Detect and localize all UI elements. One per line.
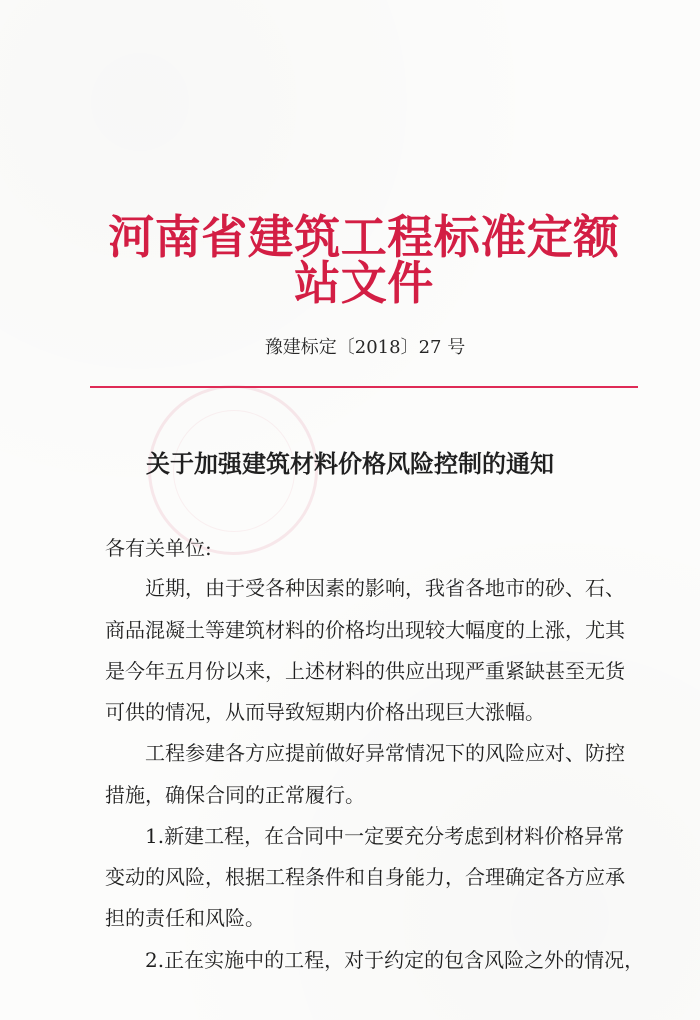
paragraph-line: 变动的风险，根据工程条件和自身能力，合理确定各方应承 bbox=[105, 865, 625, 889]
red-separator-line bbox=[90, 386, 638, 388]
paragraph-line: 1.新建工程，在合同中一定要充分考虑到材料价格异常 bbox=[145, 824, 625, 848]
issuing-office-title: 河南省建筑工程标准定额站文件 bbox=[108, 210, 620, 310]
paragraph-line: 措施，确保合同的正常履行。 bbox=[105, 783, 365, 807]
document-number: 豫建标定〔2018〕27 号 bbox=[264, 337, 466, 358]
paragraph-line: 是今年五月份以来，上述材料的供应出现严重紧缺甚至无货 bbox=[105, 659, 625, 683]
notice-title: 关于加强建筑材料价格风险控制的通知 bbox=[146, 449, 554, 478]
salutation: 各有关单位: bbox=[105, 536, 212, 560]
paragraph-line: 工程参建各方应提前做好异常情况下的风险应对、防控 bbox=[145, 741, 625, 765]
paragraph-line: 近期，由于受各种因素的影响，我省各地市的砂、石、 bbox=[145, 576, 625, 600]
paragraph-line: 商品混凝土等建筑材料的价格均出现较大幅度的上涨，尤其 bbox=[105, 618, 625, 642]
paragraph-line: 2.正在实施中的工程，对于约定的包含风险之外的情况， bbox=[145, 948, 645, 972]
paragraph-line: 担的责任和风险。 bbox=[105, 906, 265, 930]
paragraph-line: 可供的情况，从而导致短期内价格出现巨大涨幅。 bbox=[105, 700, 545, 724]
